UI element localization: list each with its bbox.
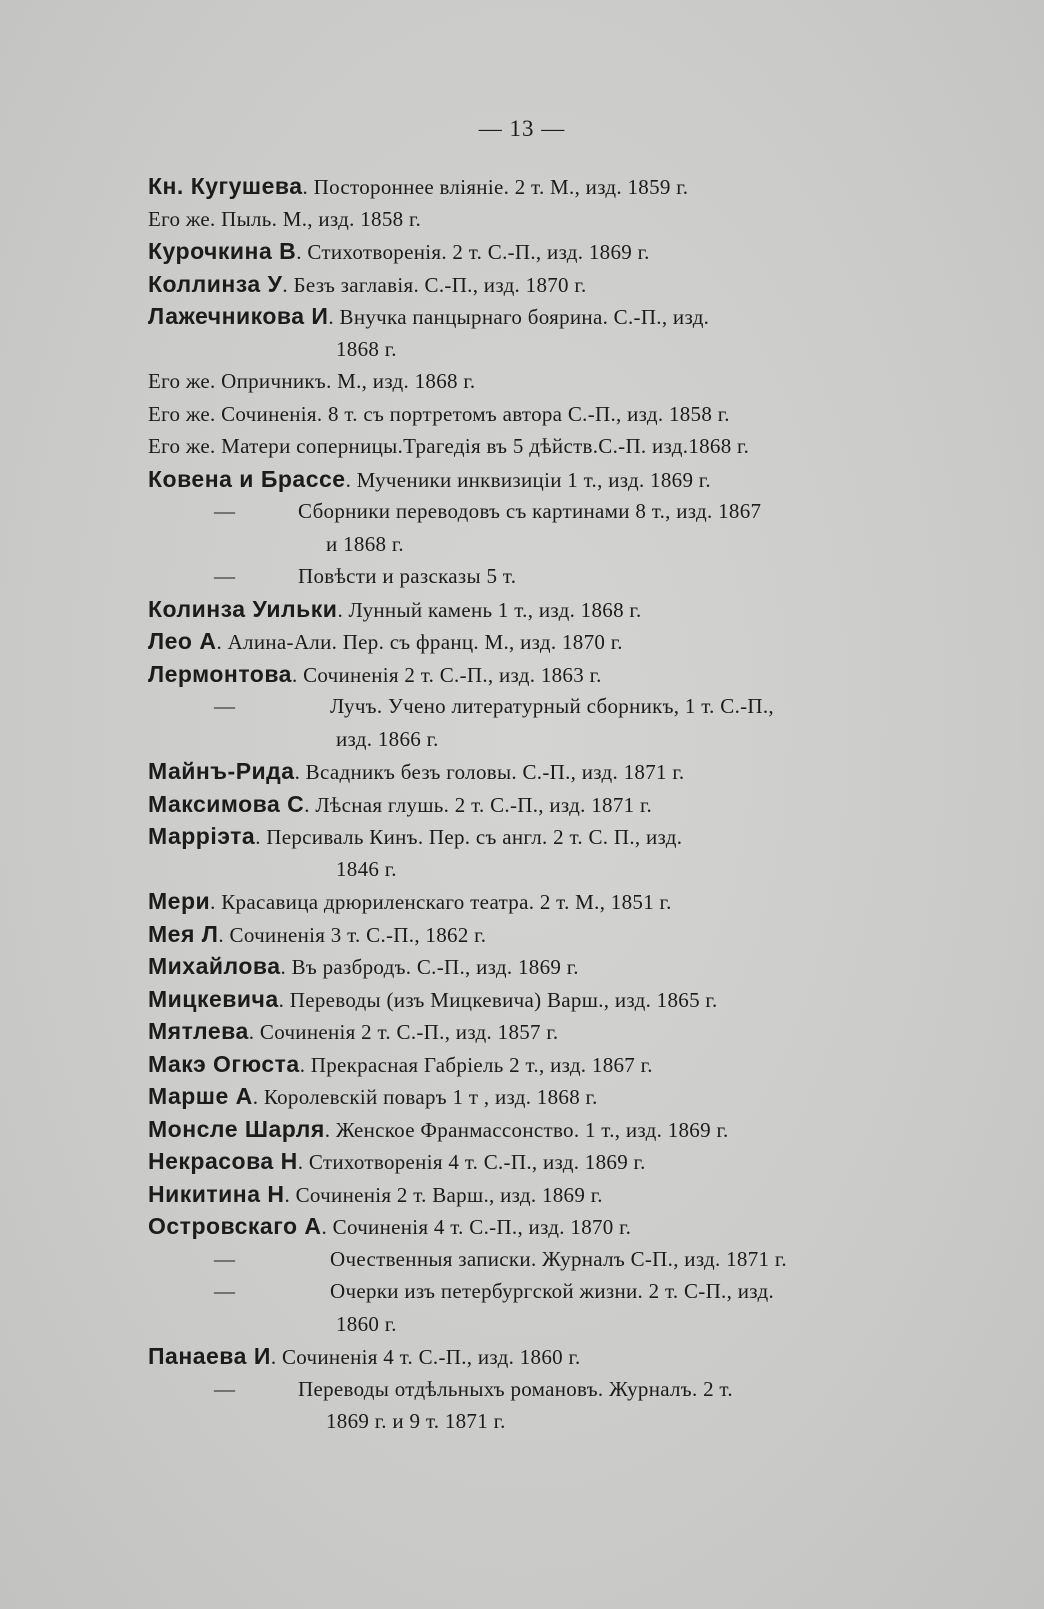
catalog-entry [148, 300, 910, 365]
catalog-entry [148, 658, 910, 691]
entry-line [148, 820, 910, 853]
entry-line [148, 430, 910, 463]
author-name: Панаева И [148, 1343, 271, 1369]
entry-text: Повѣсти и разсказы 5 т. [298, 564, 517, 588]
catalog-entry [148, 268, 910, 301]
catalog-entry [148, 1275, 910, 1340]
entry-line [148, 1275, 910, 1308]
ditto-dash: — [214, 564, 236, 588]
entry-text: . Лунный камень 1 т., изд. 1868 г. [337, 597, 642, 622]
entry-line [148, 1015, 910, 1048]
author-name: Колинза Уильки [148, 595, 338, 622]
entry-text: . Въ разбродъ. С.-П., изд. 1869 г. [280, 955, 579, 979]
entry-continuation: 1869 г. и 9 т. 1871 г. [326, 1409, 506, 1433]
catalog-entry [148, 170, 910, 203]
entry-line [148, 593, 910, 626]
author-name: Островскаго А [148, 1213, 322, 1239]
author-name: Мея Л [148, 920, 219, 947]
catalog-entry [148, 950, 910, 983]
entry-line [148, 170, 910, 203]
catalog-entry [148, 625, 910, 658]
catalog-entry [148, 1340, 910, 1373]
entry-line [148, 625, 910, 658]
catalog-entry [148, 983, 910, 1016]
author-name: Курочкина В [148, 238, 297, 264]
entry-line [148, 788, 910, 821]
entry-line [148, 268, 910, 301]
entry-line [148, 885, 910, 918]
catalog-entry [148, 1048, 910, 1081]
entry-line [148, 1113, 910, 1146]
entry-text: Очественныя записки. Журналъ С-П., изд. 1871 г. [330, 1246, 787, 1271]
catalog-entry [148, 820, 910, 885]
entry-continuation: 1868 г. [336, 336, 397, 361]
catalog-entry [148, 365, 910, 398]
entry-line [148, 1243, 910, 1276]
author-name: Макэ Огюста [148, 1050, 300, 1077]
author-name: Марше А [148, 1083, 253, 1109]
ditto-dash: — [214, 694, 236, 718]
entry-line [148, 755, 910, 788]
entry-line [148, 560, 910, 593]
author-name: Кн. Кугушева [148, 173, 303, 199]
catalog-entry [148, 593, 910, 626]
entry-text: . Прекрасная Габріель 2 т., изд. 1867 г. [299, 1052, 653, 1077]
catalog-entry [148, 788, 910, 821]
catalog-entry [148, 885, 910, 918]
author-name: Монсле Шарля [148, 1115, 325, 1142]
entry-text: . Безъ заглавія. С.-П., изд. 1870 г. [282, 272, 587, 297]
entry-text: . Сочиненія 2 т. С.-П., изд. 1863 г. [291, 662, 602, 687]
author-name: Лажечникова И [148, 303, 329, 329]
catalog-entry [148, 1243, 910, 1276]
catalog-entry [148, 918, 910, 951]
catalog-entry [148, 1080, 910, 1113]
author-name: Марріэта [148, 823, 256, 849]
entry-line [148, 203, 910, 236]
entry-line [148, 658, 910, 691]
entry-continuation: 1846 г. [336, 856, 397, 881]
entry-line [148, 1210, 910, 1243]
entry-text: . Персиваль Кинъ. Пер. съ англ. 2 т. С. П., изд. [255, 825, 683, 849]
entry-line [148, 1178, 910, 1211]
entry-text: . Сочиненія 4 т. С.-П., изд. 1870 г. [321, 1215, 632, 1239]
entry-line [148, 918, 910, 951]
catalog-entry [148, 1373, 910, 1438]
entry-text: Его же. Сочиненія. 8 т. съ портретомъ автора С.-П., изд. 1858 г. [148, 401, 730, 426]
page-number: — 13 — [478, 116, 566, 141]
catalog-entry [148, 430, 910, 463]
entry-text: . Постороннее вліяніе. 2 т. М., изд. 1859 г. [302, 175, 689, 199]
author-name: Лео А [148, 628, 217, 654]
entry-continuation: изд. 1866 г. [336, 726, 439, 751]
catalog-entry [148, 203, 910, 236]
ditto-dash: — [214, 499, 236, 523]
author-name: Мицкевича [148, 985, 279, 1012]
entry-text: Его же. Опричникъ. М., изд. 1868 г. [148, 369, 476, 393]
catalog-entry [148, 1113, 910, 1146]
entry-line [148, 235, 910, 268]
entry-continuation: 1860 г. [336, 1311, 397, 1336]
entry-text: . Стихотворенія. 2 т. С.-П., изд. 1869 г. [296, 240, 650, 264]
author-name: Мятлева [148, 1018, 249, 1044]
catalog-entry [148, 1145, 910, 1178]
catalog-entry [148, 235, 910, 268]
catalog-entry [148, 495, 910, 560]
entry-text: Сборники переводовъ съ картинами 8 т., изд. 1867 [298, 499, 762, 523]
entry-text: . Лѣсная глушь. 2 т. С.-П., изд. 1871 г. [304, 792, 653, 817]
author-name: Коллинза У [148, 270, 283, 297]
entry-text: . Сочиненія 4 т. С.-П., изд. 1860 г. [270, 1345, 581, 1369]
catalog-entry [148, 398, 910, 431]
entry-text: Его же. Матери соперницы.Трагедія въ 5 дѣйств.С.-П. изд.1868 г. [148, 434, 750, 458]
entry-text: . Сочиненія 2 т. С.-П., изд. 1857 г. [248, 1020, 559, 1044]
entry-text: . Мученики инквизиціи 1 т., изд. 1869 г. [345, 467, 711, 492]
author-name: Ковена и Брассе [148, 465, 346, 492]
entry-text: Очерки изъ петербургской жизни. 2 т. С-П., изд. [330, 1279, 774, 1303]
entry-line [148, 950, 910, 983]
catalog-entry [148, 690, 910, 755]
entry-line [148, 398, 910, 431]
catalog-entry [148, 1015, 910, 1048]
author-name: Некрасова Н [148, 1148, 298, 1174]
entry-text: . Женское Франмассонство. 1 т., изд. 1869 г. [324, 1117, 729, 1142]
entry-line [148, 300, 910, 333]
entry-text: . Красавица дрюриленскаго театра. 2 т. М., 1851 г. [210, 890, 672, 914]
entry-text: . Алина-Али. Пер. съ франц. М., изд. 1870 г. [216, 630, 623, 654]
entry-continuation: и 1868 г. [326, 531, 404, 556]
entry-text: . Переводы (изъ Мицкевича) Варш., изд. 1865 г. [278, 987, 718, 1012]
author-name: Лермонтова [148, 660, 292, 687]
author-name: Никитина Н [148, 1180, 285, 1207]
ditto-dash: — [214, 1376, 236, 1401]
entry-line [148, 1080, 910, 1113]
entry-line [148, 1048, 910, 1081]
author-name: Михайлова [148, 953, 281, 979]
author-name: Майнъ-Рида [148, 758, 295, 784]
catalog-entry [148, 1178, 910, 1211]
entry-line [148, 1145, 910, 1178]
catalog-entry [148, 755, 910, 788]
entry-text: . Внучка панцырнаго боярина. С.-П., изд. [328, 305, 710, 329]
catalog-entry [148, 1210, 910, 1243]
entry-line [148, 1340, 910, 1373]
ditto-dash: — [214, 1246, 236, 1271]
entry-line [148, 495, 910, 528]
entry-text: . Стихотворенія 4 т. С.-П., изд. 1869 г. [297, 1150, 646, 1174]
catalog-entries [148, 170, 910, 1438]
entry-line [148, 365, 910, 398]
entry-line [148, 690, 910, 723]
entry-line [148, 983, 910, 1016]
entry-text: . Королевскій поваръ 1 т , изд. 1868 г. [252, 1085, 598, 1109]
entry-text: Лучъ. Учено литературный сборникъ, 1 т. С.-П., [330, 694, 774, 718]
author-name: Максимова С [148, 790, 305, 817]
entry-text: Его же. Пыль. М., изд. 1858 г. [148, 206, 422, 231]
entry-text: . Сочиненія 2 т. Варш., изд. 1869 г. [284, 1182, 603, 1207]
ditto-dash: — [214, 1279, 236, 1303]
entry-text: . Сочиненія 3 т. С.-П., 1862 г. [218, 922, 487, 947]
author-name: Мери [148, 888, 211, 914]
entry-text: Переводы отдѣльныхъ романовъ. Журналъ. 2 т. [298, 1376, 733, 1401]
entry-line [148, 463, 910, 496]
entry-line [148, 1373, 910, 1406]
catalog-entry [148, 560, 910, 593]
catalog-entry [148, 463, 910, 496]
entry-text: . Всадникъ безъ головы. С.-П., изд. 1871 г. [294, 760, 685, 784]
